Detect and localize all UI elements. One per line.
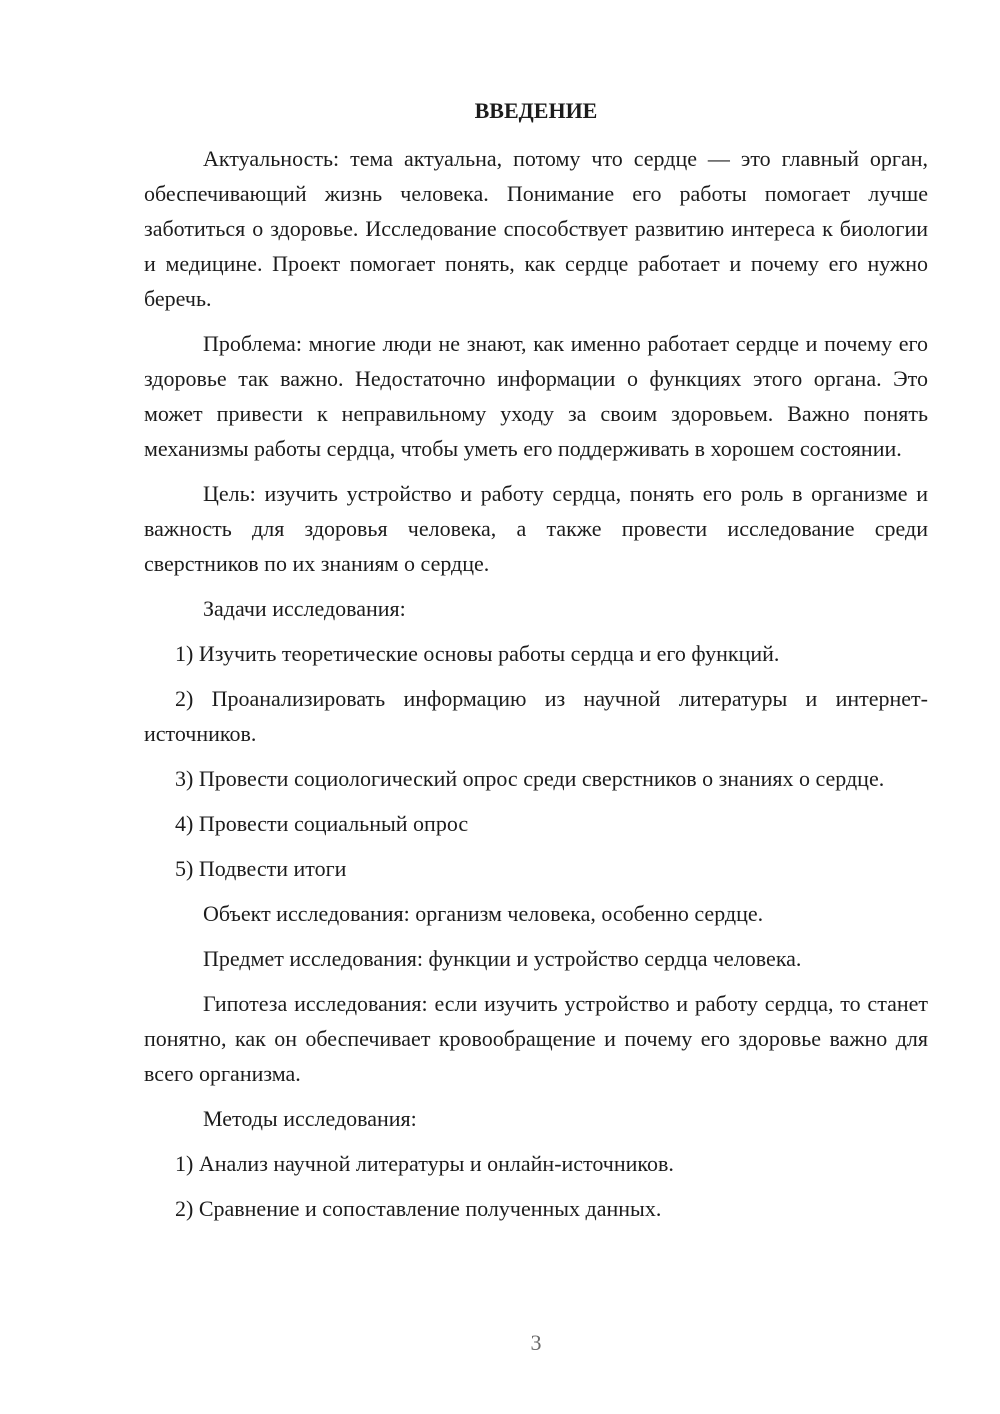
method-item: 1) Анализ научной литературы и онлайн-источников. — [175, 1151, 674, 1176]
page-content — [144, 93, 928, 1236]
task-item: 2) Проанализировать информацию из научной литературы и интернет-источников. — [144, 686, 928, 746]
page-number: 3 — [530, 1330, 542, 1355]
section-title: ВВЕДЕНИЕ — [474, 98, 598, 123]
paragraph-goal: Цель: изучить устройство и работу сердца, понять его роль в организме и важность для здоровья человека, а также провести исследование среди сверстников по их знаниям о сердце. — [144, 481, 928, 576]
paragraph-object: Объект исследования: организм человека, особенно сердце. — [203, 901, 764, 926]
paragraph-methods-heading: Методы исследования: — [203, 1106, 417, 1131]
task-item: 4) Провести социальный опрос — [175, 811, 469, 836]
task-item: 5) Подвести итоги — [175, 856, 347, 881]
paragraph-tasks-heading: Задачи исследования: — [203, 596, 406, 621]
task-item: 3) Провести социологический опрос среди сверстников о знаниях о сердце. — [175, 766, 885, 791]
paragraph-relevance: Актуальность: тема актуальна, потому что сердце — это главный орган, обеспечивающий жизнь человека. Понимание его работы помогает лучше заботиться о здоровье. Исследование способствует развитию интереса к биологии и медицине. Проект помогает понять, как сердце работает и почему его нужно беречь. — [144, 146, 928, 311]
paragraph-problem: Проблема: многие люди не знают, как именно работает сердце и почему его здоровье так важно. Недостаточно информации о функциях этого органа. Это может привести к неправильному уходу за своим здоровьем. Важно понять механизмы работы сердца, чтобы уметь его поддерживать в хорошем состоянии. — [144, 331, 928, 461]
method-item: 2) Сравнение и сопоставление полученных данных. — [175, 1196, 662, 1221]
task-item: 1) Изучить теоретические основы работы сердца и его функций. — [175, 641, 780, 666]
paragraph-subject: Предмет исследования: функции и устройство сердца человека. — [203, 946, 802, 971]
paragraph-hypothesis: Гипотеза исследования: если изучить устройство и работу сердца, то станет понятно, как он обеспечивает кровообращение и почему его здоровье важно для всего организма. — [144, 991, 928, 1086]
